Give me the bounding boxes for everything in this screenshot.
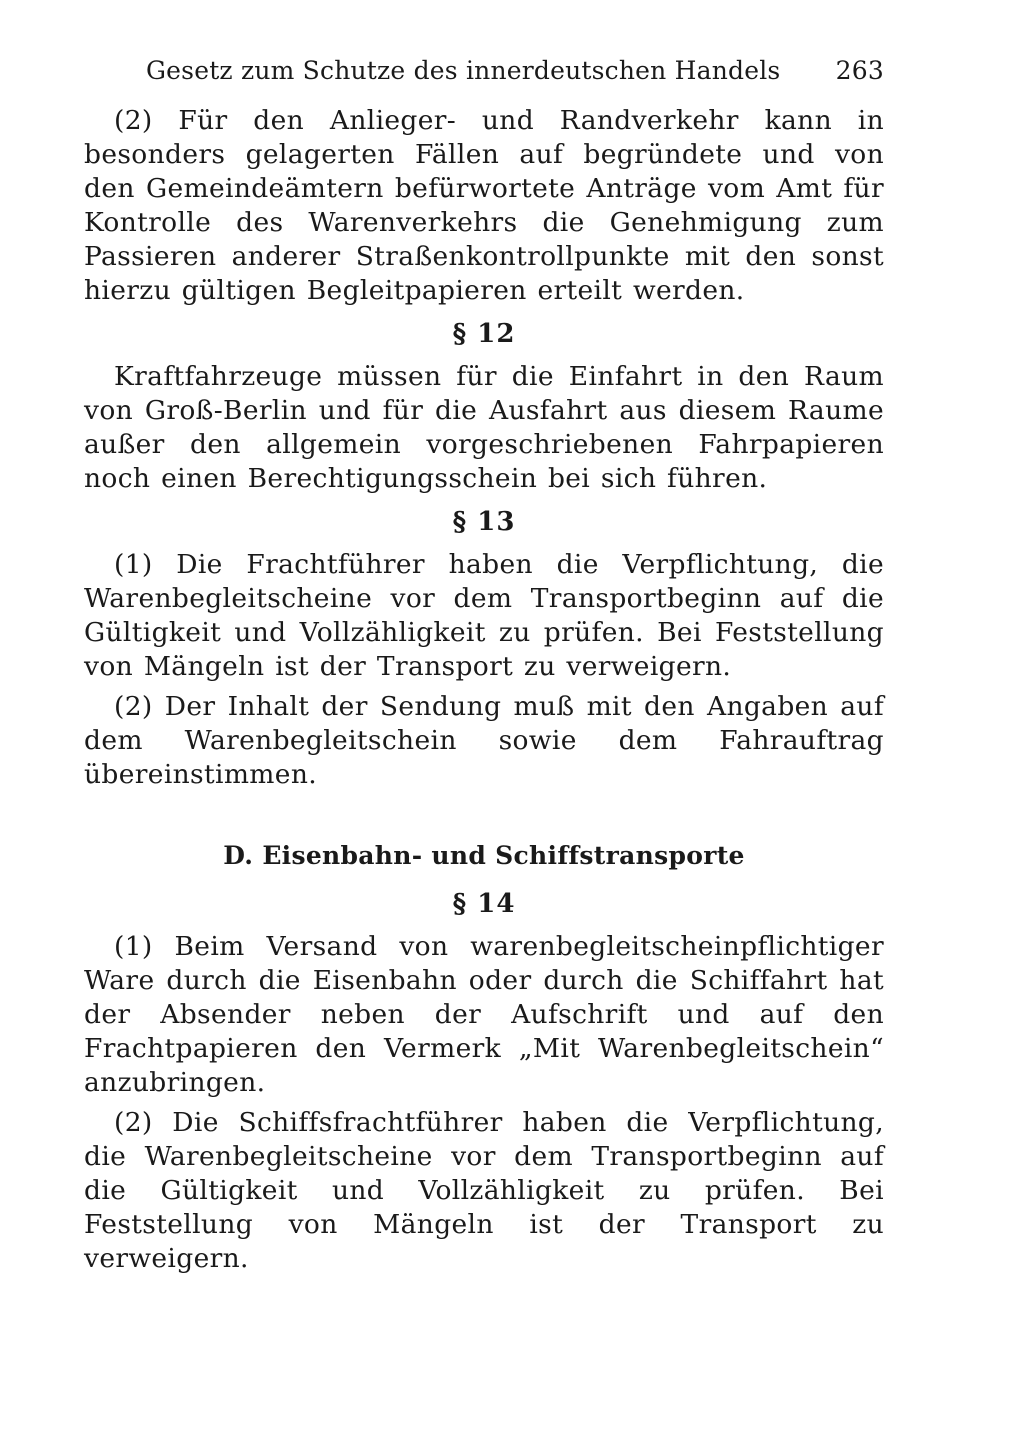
document-page xyxy=(84,56,884,1276)
section-heading-13: § 13 xyxy=(452,507,516,537)
paragraph-14-2: (2) Die Schiffsfrachtführer haben die Verpflichtung, die Warenbegleitscheine vor dem Transportbeginn auf die Gültigkeit und Vollzähligkeit zu prüfen. Bei Feststellung von Mängeln ist der Transport zu verweigern. xyxy=(84,1107,884,1274)
chapter-heading-d: D. Eisenbahn- und Schiffstransporte xyxy=(223,841,745,870)
paragraph-12: Kraftfahrzeuge müssen für die Einfahrt in den Raum von Groß-Berlin und für die Ausfahrt aus diesem Raume außer den allgemein vorgeschriebenen Fahrpapieren noch einen Berechtigungsschein bei sich führen. xyxy=(84,361,884,494)
page-number: 263 xyxy=(835,56,884,85)
section-heading-14: § 14 xyxy=(452,889,516,919)
running-head-title: Gesetz zum Schutze des innerdeutschen Handels xyxy=(146,56,781,85)
paragraph-13-1: (1) Die Frachtführer haben die Verpflichtung, die Warenbegleitscheine vor dem Transportbeginn auf die Gültigkeit und Vollzähligkeit zu prüfen. Bei Feststellung von Mängeln ist der Transport zu verweigern. xyxy=(84,549,884,682)
paragraph-13-2: (2) Der Inhalt der Sendung muß mit den Angaben auf dem Warenbegleitschein sowie dem Fahrauftrag übereinstimmen. xyxy=(84,691,884,790)
section-heading-12: § 12 xyxy=(452,319,516,349)
running-head xyxy=(146,56,884,104)
paragraph-11-2: (2) Für den Anlieger- und Randverkehr kann in besonders gelagerten Fällen auf begründete und von den Gemeindeämtern befürwortete Anträge vom Amt für Kontrolle des Warenverkehrs die Genehmigung zum Passieren anderer Straßenkontrollpunkte mit den sonst hierzu gültigen Begleitpapieren erteilt werden. xyxy=(84,105,884,306)
paragraph-14-1: (1) Beim Versand von warenbegleitscheinpflichtiger Ware durch die Eisenbahn oder durch die Schiffahrt hat der Absender neben der Aufschrift und auf den Frachtpapieren den Vermerk „Mit Warenbegleitschein“ anzubringen. xyxy=(84,931,884,1098)
